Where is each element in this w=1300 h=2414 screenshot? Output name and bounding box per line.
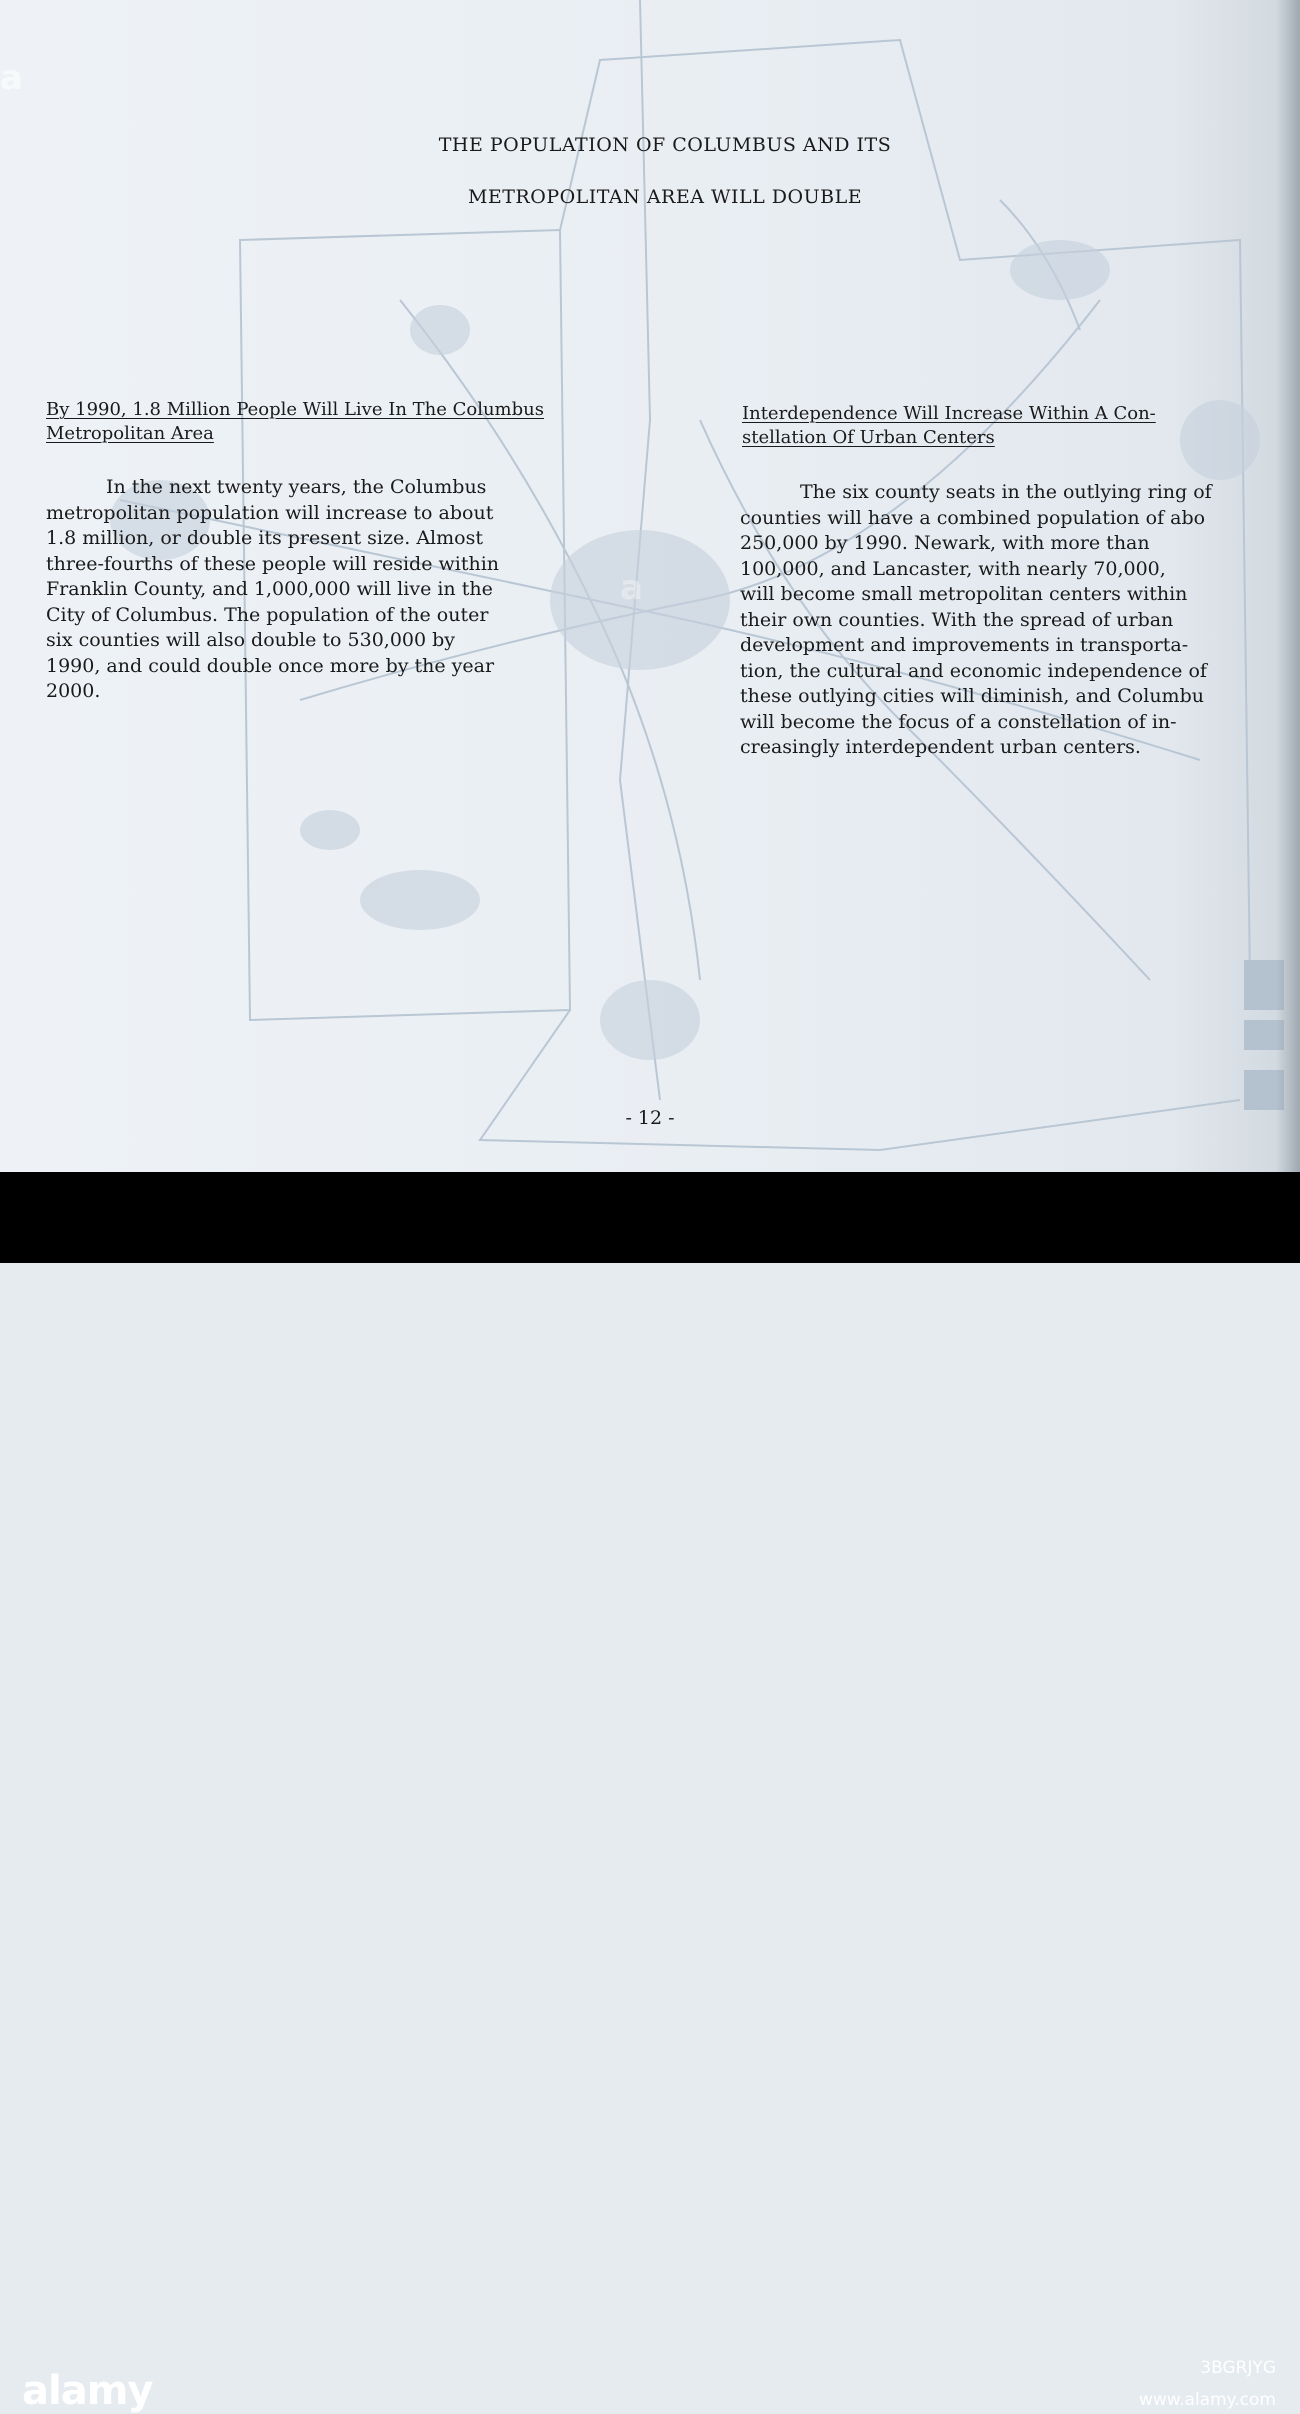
- paragraph-line: metropolitan population will increase to about: [46, 501, 494, 524]
- paragraph-line: will become the focus of a constellation of in-: [740, 710, 1177, 733]
- paragraph-line: City of Columbus. The population of the outer: [46, 603, 489, 626]
- paragraph-line: tion, the cultural and economic independence of: [740, 659, 1207, 682]
- paragraph-line: three-fourths of these people will reside within: [46, 552, 500, 575]
- paragraph-line: will become small metropolitan centers within: [740, 583, 1188, 605]
- left-section-heading: By 1990, 1.8 Million People Will Live In The Columbus Metropolitan Area: [46, 399, 544, 444]
- paragraph-line: their own counties. With the spread of urban: [740, 608, 1174, 631]
- page-title-line-2: METROPOLITAN AREA WILL DOUBLE: [467, 186, 863, 208]
- heading-line: stellation Of Urban Centers: [742, 427, 995, 448]
- paragraph-line: 1.8 million, or double its present size. Almost: [46, 527, 483, 549]
- watermark-logo-ghost: a: [620, 568, 643, 608]
- paragraph-line: In the next twenty years, the Columbus: [106, 476, 487, 498]
- paragraph-line: The six county seats in the outlying ring of: [800, 481, 1212, 503]
- image-id: 3BGRJYG: [1200, 2358, 1276, 2378]
- paragraph-line: development and improvements in transporta-: [740, 634, 1189, 656]
- page-edge-shadow: [1276, 0, 1300, 1172]
- paragraph-line: counties will have a combined population of abo: [740, 506, 1206, 529]
- paragraph-line: creasingly interdependent urban centers.: [740, 736, 1141, 758]
- left-paragraph: [46, 475, 606, 705]
- right-section-heading: [742, 402, 1282, 450]
- page-title-line-1: THE POPULATION OF COLUMBUS AND ITS: [438, 134, 892, 156]
- paragraph-line: six counties will also double to 530,000 by: [46, 629, 456, 651]
- site-url: www.alamy.com: [1138, 2390, 1276, 2410]
- right-paragraph: [740, 480, 1300, 761]
- watermark-logo-ghost: a: [0, 58, 23, 98]
- alamy-logo: alamy: [22, 2368, 153, 2414]
- paragraph-line: 2000.: [46, 680, 101, 702]
- heading-line: Interdependence Will Increase Within A Con-: [742, 403, 1156, 424]
- paragraph-line: 1990, and could double once more by the year: [46, 654, 495, 677]
- paragraph-line: 100,000, and Lancaster, with nearly 70,000,: [740, 557, 1166, 580]
- page-number: - 12 -: [625, 1107, 675, 1129]
- document-page: [0, 0, 1300, 1172]
- paragraph-line: Franklin County, and 1,000,000 will live in the: [46, 578, 493, 600]
- paragraph-line: 250,000 by 1990. Newark, with more than: [740, 532, 1150, 554]
- paragraph-line: these outlying cities will diminish, and Columbu: [740, 685, 1204, 707]
- watermark-bar: [0, 1172, 1300, 2414]
